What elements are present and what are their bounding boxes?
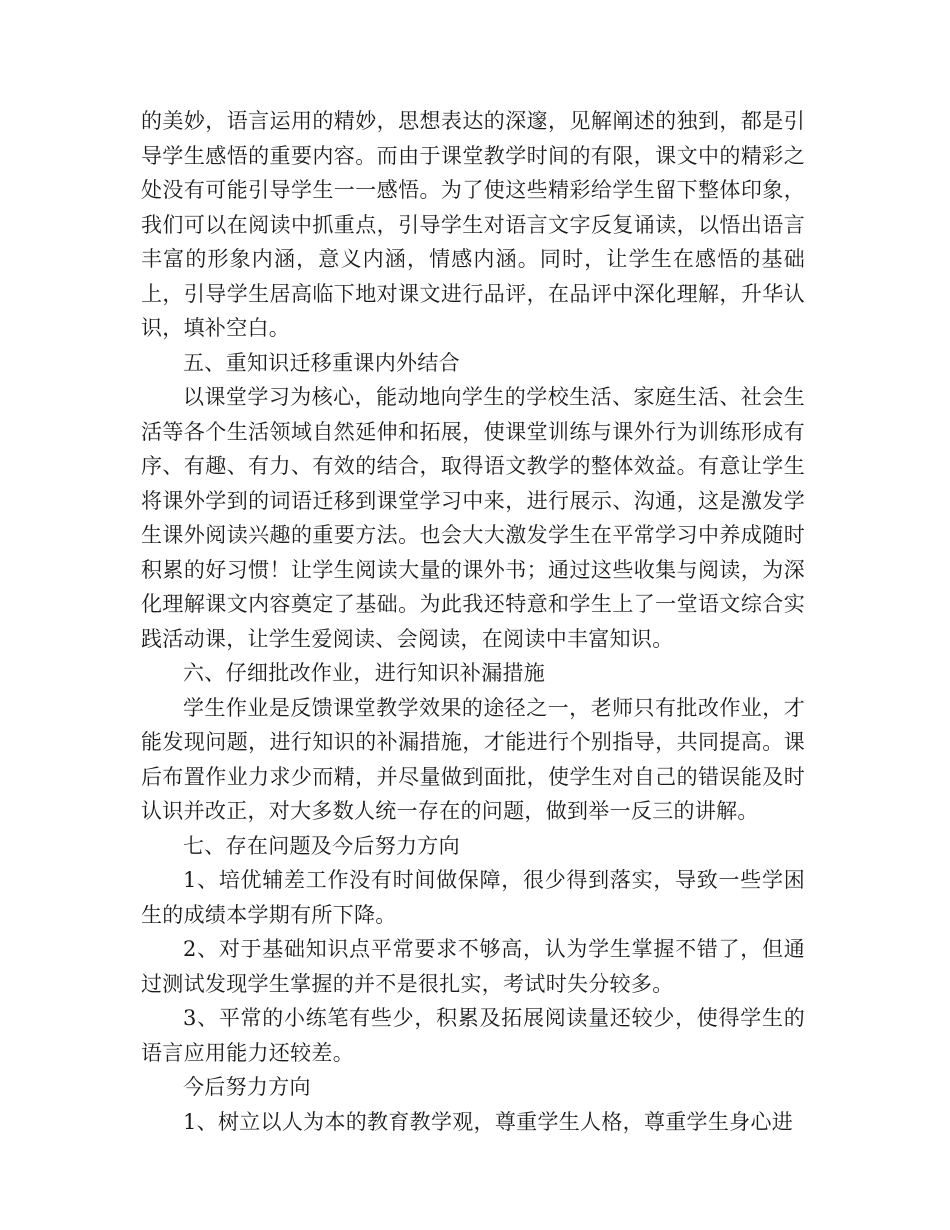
section-heading-5: 五、重知识迁移重课内外结合	[183, 350, 460, 375]
section-heading-7: 七、存在问题及今后努力方向	[183, 833, 460, 858]
problem-item-1: 1、培优辅差工作没有时间做保障，很少得到落实，导致一些学困生的成绩本学期有所下降。	[141, 868, 805, 927]
direction-item-1: 1、树立以人为本的教育教学观，尊重学生人格，尊重学生身心进	[183, 1109, 794, 1134]
paragraph-1: 的美妙，语言运用的精妙，思想表达的深邃，见解阐述的独到，都是引导学生感悟的重要内容。而由于课堂教学时间的有限，课文中的精彩之处没有可能引导学生一一感悟。为了使这些精彩给学生留下整体印象，我们可以在阅读中抓重点，引导学生对语言文字反复诵读，以悟出语言丰富的形象内涵，意义内涵，情感内涵。同时，让学生在感悟的基础上，引导学生居高临下地对课文进行品评，在品评中深化理解，升华认识，填补空白。	[141, 109, 805, 340]
paragraph-3: 学生作业是反馈课堂教学效果的途径之一，老师只有批改作业，才能发现问题，进行知识的补漏措施，才能进行个别指导，共同提高。课后布置作业力求少而精，并尽量做到面批，使学生对自己的错误能及时认识并改正，对大多数人统一存在的问题，做到举一反三的讲解。	[141, 695, 805, 823]
section-heading-6: 六、仔细批改作业，进行知识补漏措施	[183, 661, 546, 685]
problem-item-3: 3、平常的小练笔有些少，积累及拓展阅读量还较少，使得学生的语言应用能力还较差。	[141, 1006, 805, 1065]
paragraph-2: 以课堂学习为核心，能动地向学生的学校生活、家庭生活、社会生活等各个生活领域自然延伸和拓展，使课堂训练与课外行为训练形成有序、有趣、有力、有效的结合，取得语文教学的整体效益。有意让学生将课外学到的词语迁移到课堂学习中来，进行展示、沟通，这是激发学生课外阅读兴趣的重要方法。也会大大激发学生在平常学习中养成随时积累的好习惯！让学生阅读大量的课外书；通过这些收集与阅读，为深化理解课文内容奠定了基础。为此我还特意和学生上了一堂语文综合实践活动课，让学生爱阅读、会阅读，在阅读中丰富知识。	[141, 385, 805, 651]
document-body	[141, 104, 805, 1139]
subheading-future-direction: 今后努力方向	[183, 1075, 311, 1099]
problem-item-2: 2、对于基础知识点平常要求不够高，认为学生掌握不错了，但通过测试发现学生掌握的并不是很扎实，考试时失分较多。	[141, 937, 805, 996]
